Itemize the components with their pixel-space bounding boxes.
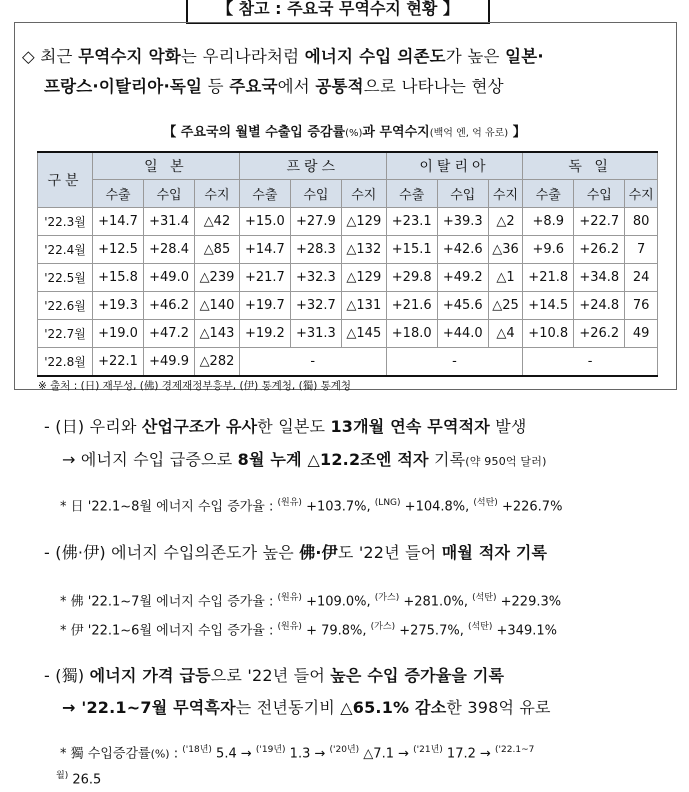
table-row — [38, 348, 658, 377]
corner-header: 구분 — [38, 152, 93, 208]
table-cell: △140 — [195, 292, 240, 320]
column-header: 수지 — [625, 180, 658, 208]
france-italy-line: - (佛·伊) 에너지 수입의존도가 높은 佛·伊도 '22년 들어 매월 적자 기록 — [44, 543, 548, 562]
table-cell: +8.9 — [523, 208, 574, 236]
intro-paragraph — [22, 42, 672, 102]
table-cell: +34.8 — [574, 264, 625, 292]
table-cell: +47.2 — [144, 320, 195, 348]
table-cell: +39.3 — [437, 208, 488, 236]
table-row — [38, 264, 658, 292]
table-cell: +42.6 — [437, 236, 488, 264]
table-cell: +24.8 — [574, 292, 625, 320]
month-cell: '22.5월 — [38, 264, 93, 292]
italy-energy-note: * 伊 '22.1~6월 에너지 수입 증가율 : $^{(원유)}$ + 79.8%, $^{(가스)}$ +275.7%, $^{(석탄)}$ +349.1% — [60, 622, 557, 639]
table-cell: △25 — [488, 292, 522, 320]
table-cell: +19.0 — [93, 320, 144, 348]
table-cell: △4 — [488, 320, 522, 348]
table-cell: △85 — [195, 236, 240, 264]
table-cell: △131 — [341, 292, 386, 320]
column-header: 수입 — [144, 180, 195, 208]
month-cell: '22.8월 — [38, 348, 93, 377]
country-header: 프랑스 — [239, 152, 386, 180]
japan-line-2: → 에너지 수입 급증으로 8월 누계 △12.2조엔 적자 기록(약 950억 달러) — [62, 450, 547, 469]
table-cell: +21.7 — [239, 264, 290, 292]
table-cell: △129 — [341, 208, 386, 236]
table-cell: +21.8 — [523, 264, 574, 292]
table-cell: +21.6 — [386, 292, 437, 320]
column-header: 수지 — [195, 180, 240, 208]
table-cell: +15.1 — [386, 236, 437, 264]
table-cell: +29.8 — [386, 264, 437, 292]
table-cell: △145 — [341, 320, 386, 348]
table-cell: +19.7 — [239, 292, 290, 320]
intro-line-1: ◇ 최근 무역수지 악화는 우리나라처럼 에너지 수입 의존도가 높은 일본· — [22, 47, 544, 66]
country-header: 독 일 — [523, 152, 658, 180]
table-title: 【 주요국의 월별 수출입 증감률(%)과 무역수지(백억 엔, 억 유로) 】 — [163, 125, 526, 140]
table-row — [38, 320, 658, 348]
table-cell: +15.8 — [93, 264, 144, 292]
table-cell: +28.4 — [144, 236, 195, 264]
empty-cell: - — [386, 348, 523, 377]
table-cell: +15.0 — [239, 208, 290, 236]
table-cell: +26.2 — [574, 320, 625, 348]
column-header: 수지 — [341, 180, 386, 208]
table-cell: +45.6 — [437, 292, 488, 320]
table-cell: +31.3 — [290, 320, 341, 348]
empty-cell: - — [239, 348, 386, 377]
table-cell: +32.3 — [290, 264, 341, 292]
column-header: 수출 — [386, 180, 437, 208]
table-cell: △2 — [488, 208, 522, 236]
table-cell: △143 — [195, 320, 240, 348]
table-cell: +14.7 — [239, 236, 290, 264]
country-header: 일 본 — [93, 152, 240, 180]
table-row — [38, 236, 658, 264]
table-cell: +9.6 — [523, 236, 574, 264]
column-header: 수출 — [239, 180, 290, 208]
page-title: 【 참고 : 주요국 무역수지 현황 】 — [186, 0, 490, 24]
table-cell: +28.3 — [290, 236, 341, 264]
table-cell: △239 — [195, 264, 240, 292]
table-cell: 49 — [625, 320, 658, 348]
table-cell: +49.2 — [437, 264, 488, 292]
table-cell: +12.5 — [93, 236, 144, 264]
japan-energy-note: * 日 '22.1~8월 에너지 수입 증가율 : $^{(원유)}$ +103.7%, $^{(LNG)}$ +104.8%, $^{(석탄)}$ +226.7% — [60, 498, 563, 515]
table-cell: △132 — [341, 236, 386, 264]
column-header: 수출 — [93, 180, 144, 208]
table-cell: +46.2 — [144, 292, 195, 320]
subheader-row — [38, 180, 658, 208]
table-cell: +19.2 — [239, 320, 290, 348]
table-row — [38, 208, 658, 236]
germany-import-note: * 獨 수입증감률(%) : $^{('18년)}$ 5.4 → $^{('19년)}$ 1.3 → $^{('20년)}$ △7.1 → $^{('21년)}$ 17.2 → $^{('22.1\sim 7}$ — [60, 745, 535, 762]
table-cell: +26.2 — [574, 236, 625, 264]
germany-line-2: → '22.1~7월 무역흑자는 전년동기비 △65.1% 감소한 398억 유로 — [62, 698, 551, 717]
table-cell: +27.9 — [290, 208, 341, 236]
month-cell: '22.6월 — [38, 292, 93, 320]
table-cell: +44.0 — [437, 320, 488, 348]
table-cell: +14.7 — [93, 208, 144, 236]
column-header: 수출 — [523, 180, 574, 208]
table-row — [38, 292, 658, 320]
table-cell: +14.5 — [523, 292, 574, 320]
trade-table — [37, 151, 658, 377]
column-header: 수입 — [437, 180, 488, 208]
table-cell: +22.7 — [574, 208, 625, 236]
table-cell: +18.0 — [386, 320, 437, 348]
table-cell: 7 — [625, 236, 658, 264]
germany-import-note-cont: $^{월)}$ 26.5 — [56, 771, 102, 788]
table-cell: +49.0 — [144, 264, 195, 292]
source-note: ※ 출처 : (日) 재무성, (佛) 경제재정부흥부, (伊) 통계청, (獨) 통계청 — [38, 380, 352, 392]
table-cell: +22.1 — [93, 348, 144, 377]
table-cell: 80 — [625, 208, 658, 236]
table-cell: +49.9 — [144, 348, 195, 377]
diamond-bullet-icon: ◇ — [22, 47, 35, 66]
table-cell: +10.8 — [523, 320, 574, 348]
column-header: 수입 — [574, 180, 625, 208]
table-cell: +32.7 — [290, 292, 341, 320]
germany-line-1: - (獨) 에너지 가격 급등으로 '22년 들어 높은 수입 증가율을 기록 — [44, 666, 505, 685]
month-cell: '22.3월 — [38, 208, 93, 236]
country-header: 이탈리아 — [386, 152, 523, 180]
column-header: 수입 — [290, 180, 341, 208]
table-cell: △129 — [341, 264, 386, 292]
table-cell: +31.4 — [144, 208, 195, 236]
intro-line-2: 프랑스·이탈리아·독일 등 주요국에서 공통적으로 나타나는 현상 — [44, 77, 504, 96]
table-cell: △36 — [488, 236, 522, 264]
table-cell: 24 — [625, 264, 658, 292]
table-cell: △282 — [195, 348, 240, 377]
table-cell: +23.1 — [386, 208, 437, 236]
empty-cell: - — [523, 348, 658, 377]
month-cell: '22.4월 — [38, 236, 93, 264]
table-cell: 76 — [625, 292, 658, 320]
table-cell: +19.3 — [93, 292, 144, 320]
table-cell: △1 — [488, 264, 522, 292]
column-header: 수지 — [488, 180, 522, 208]
month-cell: '22.7월 — [38, 320, 93, 348]
table-cell: △42 — [195, 208, 240, 236]
france-energy-note: * 佛 '22.1~7월 에너지 수입 증가율 : $^{(원유)}$ +109.0%, $^{(가스)}$ +281.0%, $^{(석탄)}$ +229.3% — [60, 593, 562, 610]
japan-line-1: - (日) 우리와 산업구조가 유사한 일본도 13개월 연속 무역적자 발생 — [44, 417, 527, 436]
